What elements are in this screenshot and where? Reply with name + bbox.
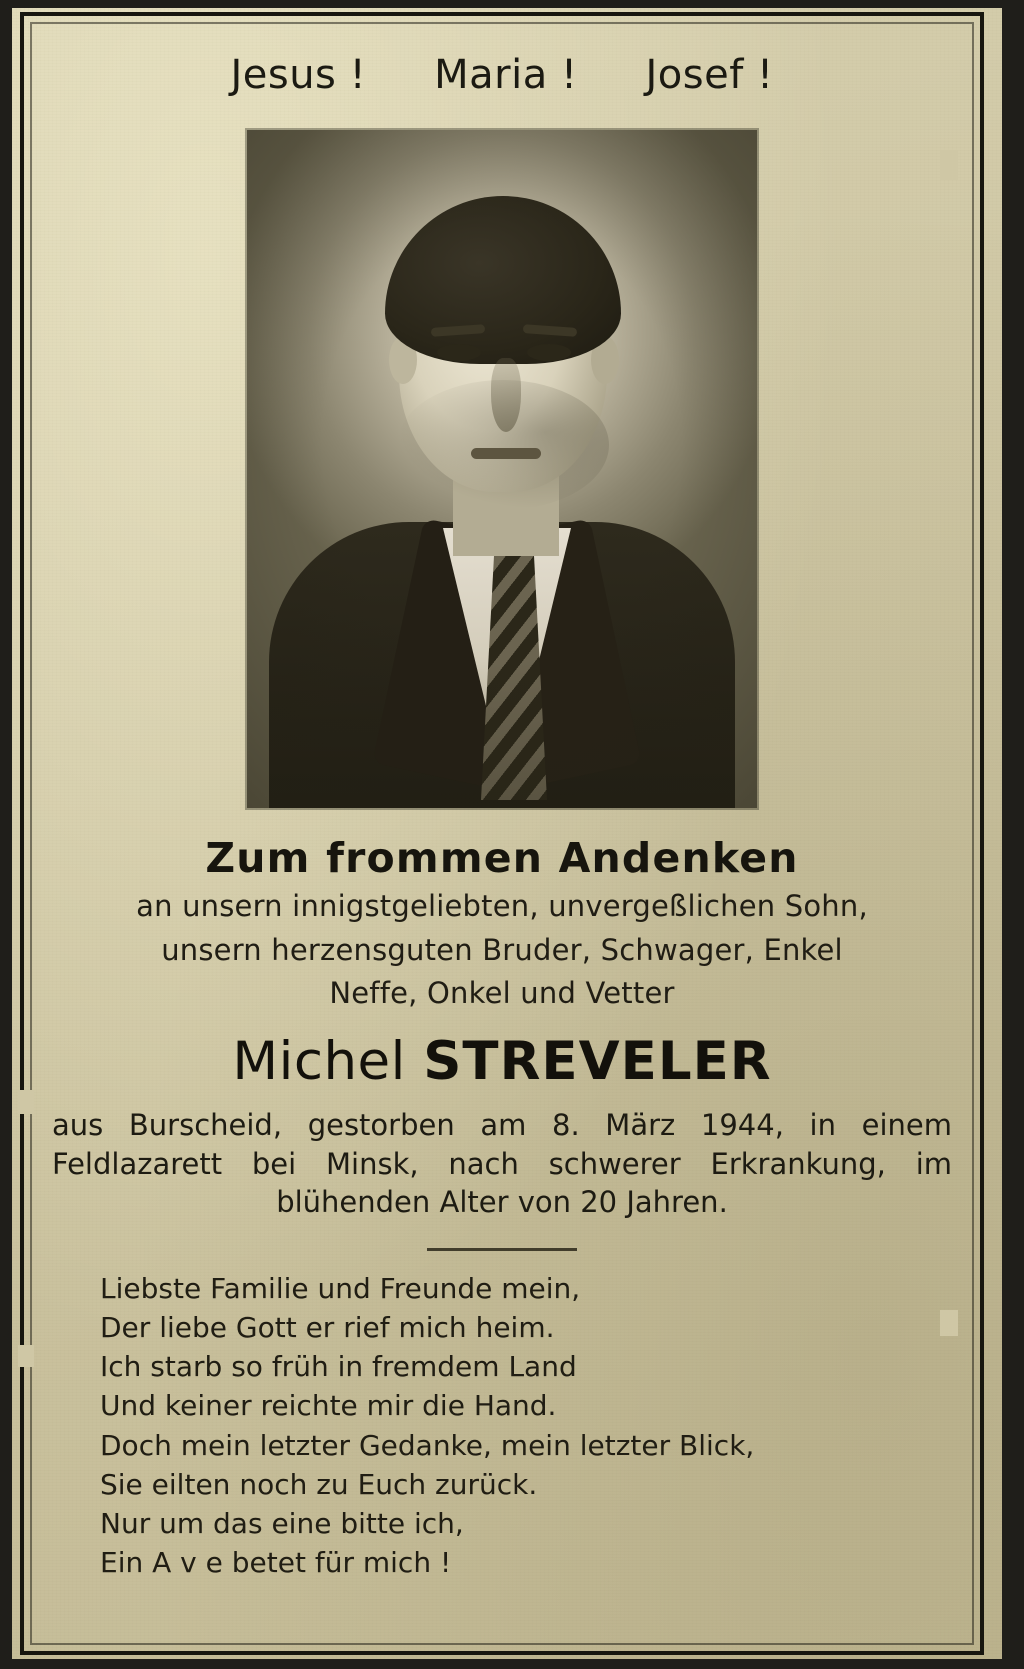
poem-line: Der liebe Gott er rief mich heim.	[100, 1310, 555, 1344]
border-nick	[18, 1345, 34, 1367]
invocation-word-jesus: Jesus !	[230, 52, 367, 98]
deceased-surname: STREVELER	[423, 1031, 772, 1093]
invocation-word-maria: Maria !	[434, 52, 578, 98]
scan-edge-bottom	[0, 1659, 1024, 1669]
memorial-poem	[46, 1269, 958, 1583]
poem-line: Ich starb so früh in fremdem Land	[100, 1350, 577, 1384]
scan-edge-right	[1002, 0, 1024, 1669]
photo-vignette	[247, 130, 757, 808]
invocation-line	[46, 52, 958, 98]
dedication-line-2: unsern herzensguten Bruder, Schwager, Enkel	[161, 932, 843, 967]
poem-line: Nur um das eine bitte ich,	[100, 1506, 464, 1540]
portrait-photo	[247, 130, 757, 808]
poem-line: Ein A v e betet für mich !	[100, 1546, 452, 1580]
poem-line: Sie eilten noch zu Euch zurück.	[100, 1467, 538, 1501]
death-details: aus Burscheid, gestorben am 8. März 1944, in einem Feldlazarett bei Minsk, nach schwerer Erkrankung, im blühenden Alter von 20 Jahren.	[52, 1108, 952, 1220]
portrait-photo-image	[247, 130, 757, 808]
deceased-given-name: Michel	[232, 1031, 406, 1093]
section-divider	[427, 1248, 577, 1251]
poem-line: Doch mein letzter Gedanke, mein letzter Blick,	[100, 1428, 755, 1462]
memoriam-heading: Zum frommen Andenken	[205, 834, 799, 882]
card-content	[46, 34, 958, 1634]
deceased-name	[46, 1031, 958, 1092]
border-nick	[18, 1090, 34, 1114]
scan-edge-top	[0, 0, 1024, 8]
scan-edge-left	[0, 0, 12, 1669]
invocation-word-josef: Josef !	[645, 52, 774, 98]
dedication-line-3: Neffe, Onkel und Vetter	[329, 976, 675, 1011]
poem-line: Und keiner reichte mir die Hand.	[100, 1389, 557, 1423]
dedication-line-1: an unsern innigstgeliebten, unvergeßlichen Sohn,	[136, 889, 868, 923]
poem-line: Liebste Familie und Freunde mein,	[100, 1271, 581, 1305]
